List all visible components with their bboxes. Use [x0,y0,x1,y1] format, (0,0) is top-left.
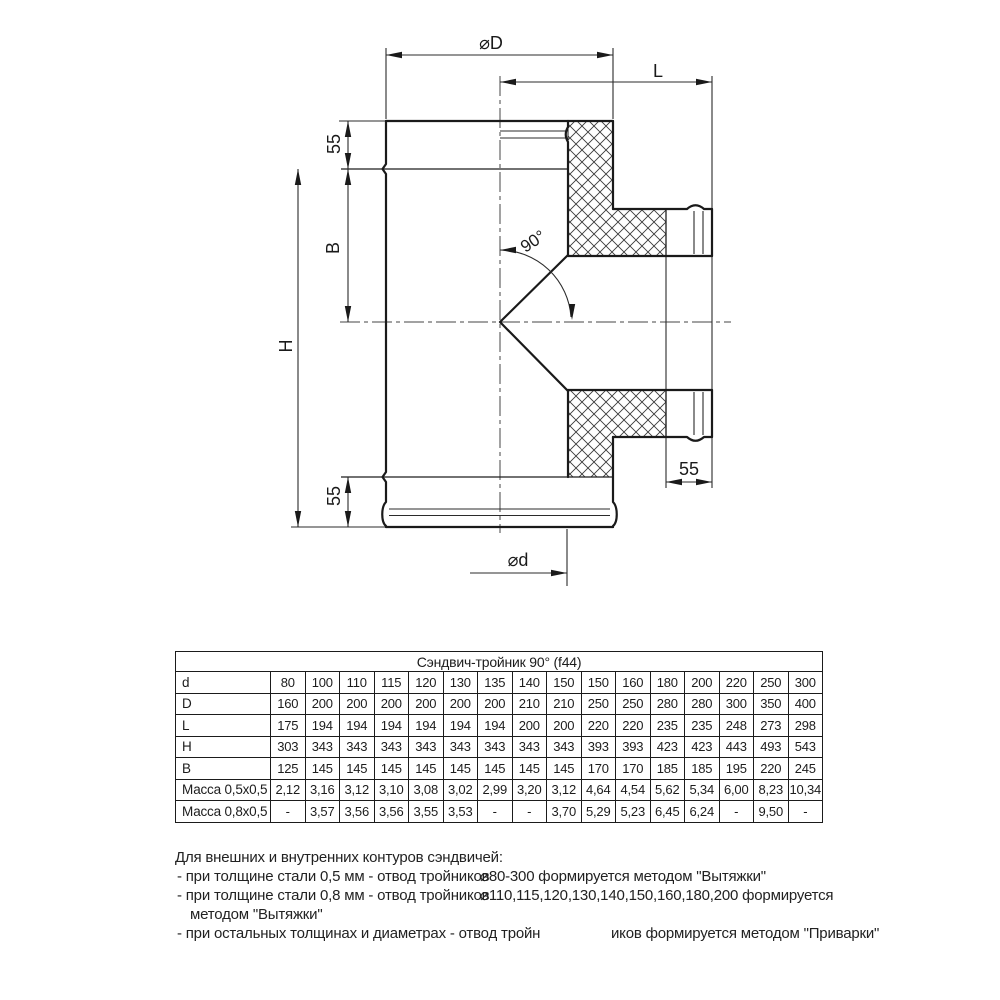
cell-value: 220 [754,758,789,780]
cell-value: 300 [788,672,823,694]
cell-value: 250 [581,693,616,715]
cell-value: 194 [409,715,444,737]
cell-value: 5,29 [581,801,616,823]
cell-value: 10,34 [788,779,823,801]
spec-table-body [176,652,823,823]
cell-value: 5,62 [650,779,685,801]
cell-value: 145 [547,758,582,780]
cell-value: 100 [305,672,340,694]
centerlines [340,76,731,533]
cell-value: 170 [581,758,616,780]
notes-line-left: - при толщине стали 0,8 мм - отвод тройников [177,887,490,904]
cell-value: 343 [443,736,478,758]
row-label: d [176,672,271,694]
cell-value: 110 [340,672,375,694]
table-row [176,693,823,715]
cell-value: 150 [547,672,582,694]
angle-arc [500,250,571,317]
notes-block [175,848,880,943]
cell-value: 125 [271,758,306,780]
cell-value: 195 [719,758,754,780]
cell-value: 245 [788,758,823,780]
cell-value: 6,24 [685,801,720,823]
notes-line [175,905,855,924]
cell-value: 4,64 [581,779,616,801]
cell-value: 343 [512,736,547,758]
dim-label-dia-D: ⌀D [479,33,503,53]
dim-label-B: B [323,241,343,255]
cell-value: 145 [305,758,340,780]
cell-value: 200 [547,715,582,737]
cell-value: 145 [409,758,444,780]
cell-value: 543 [788,736,823,758]
cell-value: 170 [616,758,651,780]
cell-value: 3,56 [340,801,375,823]
tee-junction-vee [500,255,568,391]
cell-value: 185 [685,758,720,780]
cell-value: 393 [581,736,616,758]
cell-value: 3,12 [340,779,375,801]
cell-value: 273 [754,715,789,737]
cell-value: 194 [374,715,409,737]
cell-value: 2,12 [271,779,306,801]
row-label: B [176,758,271,780]
dimension-labels [276,33,699,570]
dim-label-55-bottom: 55 [324,485,344,507]
table-title-row [176,652,823,672]
dim-label-L: L [652,61,664,81]
cell-value: 200 [478,693,513,715]
branch-rib-lines [694,211,703,435]
cell-value: 493 [754,736,789,758]
cell-value: 200 [443,693,478,715]
cell-value: 200 [374,693,409,715]
table-row [176,715,823,737]
notes-line [175,867,855,886]
cell-value: 145 [512,758,547,780]
cell-value: 120 [409,672,444,694]
inner-bead-lines-top [500,131,566,138]
row-label: Масса 0,5x0,5 [176,779,271,801]
cell-value: 5,23 [616,801,651,823]
cell-value: 3,16 [305,779,340,801]
cell-value: 343 [374,736,409,758]
cell-value: 194 [340,715,375,737]
cell-value: - [788,801,823,823]
cell-value: 3,55 [409,801,444,823]
cell-value: 343 [478,736,513,758]
notes-line-left: методом "Вытяжки" [190,906,323,923]
cell-value: 343 [340,736,375,758]
cell-value: 2,99 [478,779,513,801]
dim-label-angle-90: 90° [517,226,549,257]
cell-value: 3,57 [305,801,340,823]
cell-value: 160 [616,672,651,694]
table-row [176,758,823,780]
cell-value: 250 [754,672,789,694]
cell-value: 210 [547,693,582,715]
cell-value: 140 [512,672,547,694]
cell-value: 200 [409,693,444,715]
row-label: D [176,693,271,715]
cell-value: 220 [581,715,616,737]
table-title: Сэндвич-тройник 90° (f44) [176,652,823,672]
pipe-outline [382,121,712,527]
cell-value: 423 [685,736,720,758]
notes-line-left: - при остальных толщинах и диаметрах - отвод тройн [177,925,541,942]
cell-value: 210 [512,693,547,715]
cell-value: 248 [719,715,754,737]
cell-value: 145 [443,758,478,780]
cell-value: 220 [616,715,651,737]
cell-value: - [271,801,306,823]
table-row [176,672,823,694]
pipe-left-edge [382,121,386,527]
inner-wall-upper [566,121,568,255]
insulation-hatch [568,121,666,477]
notes-line [175,924,880,943]
cell-value: 200 [340,693,375,715]
row-label: L [176,715,271,737]
cell-value: - [512,801,547,823]
cell-value: 8,23 [754,779,789,801]
table-row [176,801,823,823]
cell-value: 280 [685,693,720,715]
notes-line-right: ⌀80-300 формируется методом "Вытяжки" [480,868,766,885]
notes-line-left: - при толщине стали 0,5 мм - отвод тройников [177,868,490,885]
notes-intro: Для внешних и внутренних контуров сэндвичей: [175,849,503,866]
cell-value: 3,56 [374,801,409,823]
cell-value: 80 [271,672,306,694]
cell-value: 200 [305,693,340,715]
cell-value: 194 [478,715,513,737]
dimension-lines [298,55,712,573]
table-row [176,736,823,758]
cell-value: 200 [685,672,720,694]
table-row [176,779,823,801]
cell-value: 194 [443,715,478,737]
row-label: H [176,736,271,758]
cell-value: 194 [305,715,340,737]
cell-value: 300 [719,693,754,715]
branch-outer-bottom [613,437,712,441]
cell-value: - [719,801,754,823]
cell-value: 3,12 [547,779,582,801]
cell-value: 145 [340,758,375,780]
cell-value: 350 [754,693,789,715]
spec-table [175,651,823,823]
notes-line-right: иков формируется методом "Приварки" [611,925,880,942]
cell-value: 3,20 [512,779,547,801]
cell-value: 4,54 [616,779,651,801]
cell-value: 3,10 [374,779,409,801]
cell-value: 5,34 [685,779,720,801]
cell-value: 145 [478,758,513,780]
cell-value: 343 [547,736,582,758]
cell-value: 343 [409,736,444,758]
cell-value: 175 [271,715,306,737]
cell-value: 343 [305,736,340,758]
cell-value: 150 [581,672,616,694]
cell-value: 3,08 [409,779,444,801]
cell-value: 235 [650,715,685,737]
cell-value: 180 [650,672,685,694]
cell-value: - [478,801,513,823]
cell-value: 3,53 [443,801,478,823]
cell-value: 303 [271,736,306,758]
dim-label-H: H [276,339,296,353]
cell-value: 3,70 [547,801,582,823]
pipe-right-edge-lower [613,437,617,527]
cell-value: 443 [719,736,754,758]
cell-value: 6,00 [719,779,754,801]
cell-value: 250 [616,693,651,715]
cell-value: 145 [374,758,409,780]
cell-value: 185 [650,758,685,780]
dim-label-55-branch: 55 [678,459,700,479]
cell-value: 135 [478,672,513,694]
branch-outer-top [613,205,712,209]
cell-value: 160 [271,693,306,715]
cell-value: 220 [719,672,754,694]
cell-value: 6,45 [650,801,685,823]
cell-value: 235 [685,715,720,737]
cell-value: 280 [650,693,685,715]
cell-value: 400 [788,693,823,715]
cell-value: 3,02 [443,779,478,801]
dim-label-55-top: 55 [324,133,344,155]
cell-value: 9,50 [754,801,789,823]
cell-value: 298 [788,715,823,737]
dim-label-dia-d: ⌀d [507,550,529,570]
cell-value: 115 [374,672,409,694]
cell-value: 393 [616,736,651,758]
notes-line-right: ⌀110,115,120,130,140,150,160,180,200 формируется [480,887,834,904]
thin-lines [291,48,712,586]
cell-value: 200 [512,715,547,737]
cell-value: 130 [443,672,478,694]
row-label: Масса 0,8x0,5 [176,801,271,823]
notes-line [175,886,855,905]
cell-value: 423 [650,736,685,758]
